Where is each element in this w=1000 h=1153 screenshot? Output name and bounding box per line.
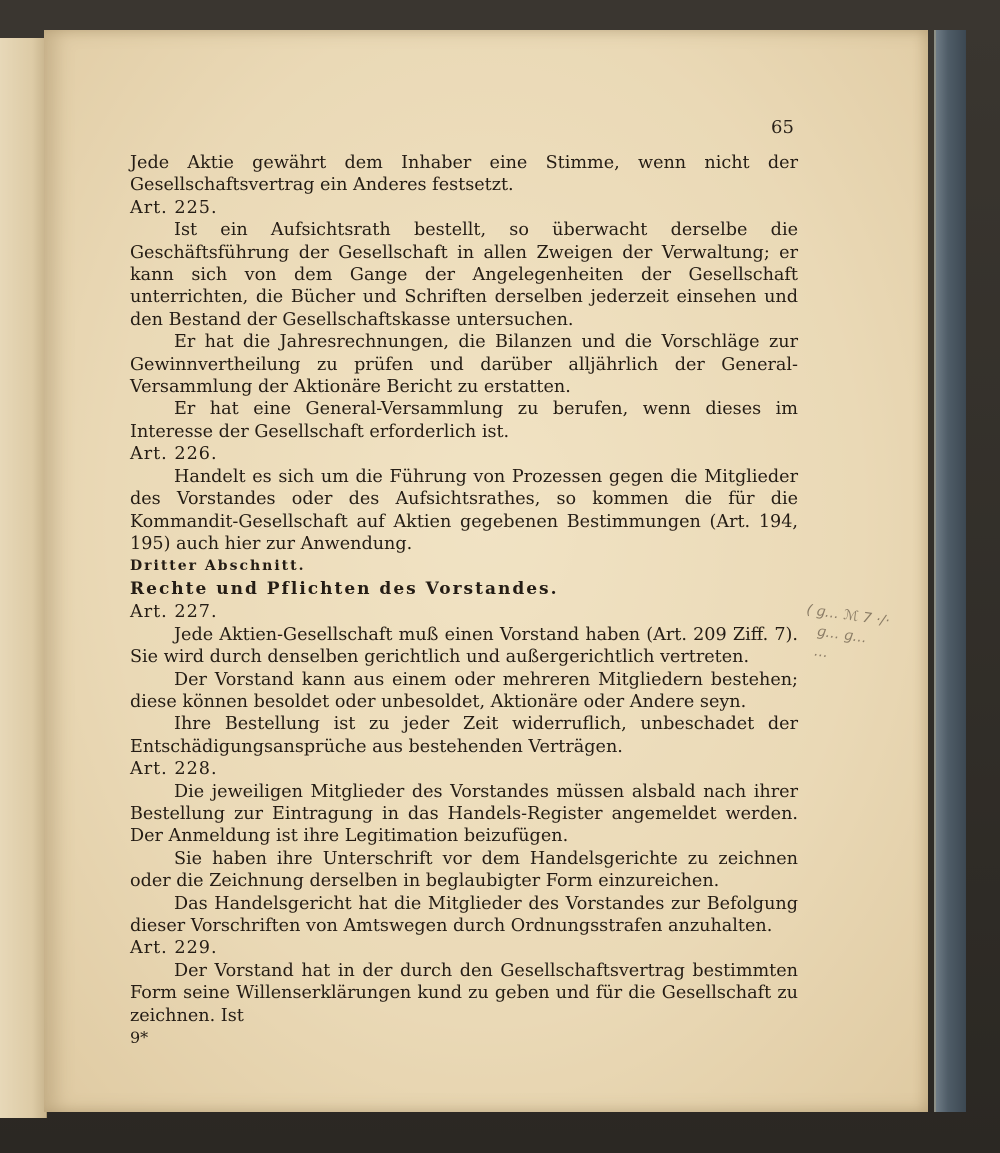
article-heading: Art. 228. <box>130 759 218 780</box>
paragraph: Er hat eine General-Versammlung zu berufen, wenn dieses im Interesse der Gesellschaft erforderlich ist. <box>130 399 798 442</box>
article-heading: Art. 226. <box>130 444 218 465</box>
paragraph: Jede Aktie gewährt dem Inhaber eine Stimme, wenn nicht der Gesellschaftsvertrag ein Anderes festsetzt. <box>130 153 798 196</box>
signature-mark: 9* <box>130 1028 149 1048</box>
page-number: 65 <box>771 117 794 138</box>
paragraph: Ist ein Aufsichtsrath bestellt, so überwacht derselbe die Geschäftsführung der Gesellschaft in allen Zweigen der Verwaltung; er kann sich von dem Gange der Angelegenheiten der Gesellschaft unterrichten, die Bücher und Schriften derselben jederzeit einsehen und den Bestand der Gesellschaftskasse untersuchen. <box>130 220 798 330</box>
handwritten-margin-note: ( ɡ… ℳ 7 ·/· ɡ… ɡ… … <box>799 601 891 662</box>
paragraph: Jede Aktien-Gesellschaft muß einen Vorstand haben (Art. 209 Ziff. 7). Sie wird durch denselben gerichtlich und außergerichtlich vertreten. <box>130 624 798 668</box>
paragraph: Er hat die Jahresrechnungen, die Bilanzen und die Vorschläge zur Gewinnvertheilung zu prüfen und darüber alljährlich der General-Versammlung der Aktionäre Bericht zu erstatten. <box>130 332 798 398</box>
paragraph: Der Vorstand kann aus einem oder mehreren Mitgliedern bestehen; diese können besoldet oder unbesoldet, Aktionäre oder Andere seyn. <box>130 669 798 712</box>
section-label: Dritter Abschnitt. <box>130 558 306 575</box>
page-body <box>130 152 798 1049</box>
paragraph: Der Vorstand hat in der durch den Gesellschaftsvertrag bestimmten Form seine Willenserklärungen kund zu geben und für die Gesellschaft zu zeichnen. Ist <box>130 960 798 1026</box>
paragraph: Die jeweiligen Mitglieder des Vorstandes müssen alsbald nach ihrer Bestellung zur Eintragung in das Handels-Register angemeldet werden. Der Anmeldung ist ihre Legitimation beizufügen. <box>130 781 798 847</box>
paragraph: Sie haben ihre Unterschrift vor dem Handelsgerichte zu zeichnen oder die Zeichnung derselben in beglaubigter Form einzureichen. <box>130 848 798 892</box>
article-heading: Art. 227. <box>130 602 218 623</box>
book-spine <box>934 30 966 1112</box>
facing-page-edge <box>0 38 47 1118</box>
paragraph: Ihre Bestellung ist zu jeder Zeit widerruflich, unbeschadet der Entschädigungsansprüche aus bestehenden Verträgen. <box>130 714 798 757</box>
article-heading: Art. 229. <box>130 938 218 959</box>
article-heading: Art. 225. <box>130 197 218 218</box>
section-title: Rechte und Pflichten des Vorstandes. <box>130 579 559 600</box>
paragraph: Handelt es sich um die Führung von Prozessen gegen die Mitglieder des Vorstandes oder des Aufsichtsrathes, so kommen die für die Kommandit-Gesellschaft auf Aktien gegebenen Bestimmungen (Art. 194, 195) auch hier zur Anwendung. <box>130 466 798 554</box>
paragraph: Das Handelsgericht hat die Mitglieder des Vorstandes zur Befolgung dieser Vorschriften von Amtswegen durch Ordnungsstrafen anzuhalten. <box>130 893 798 936</box>
